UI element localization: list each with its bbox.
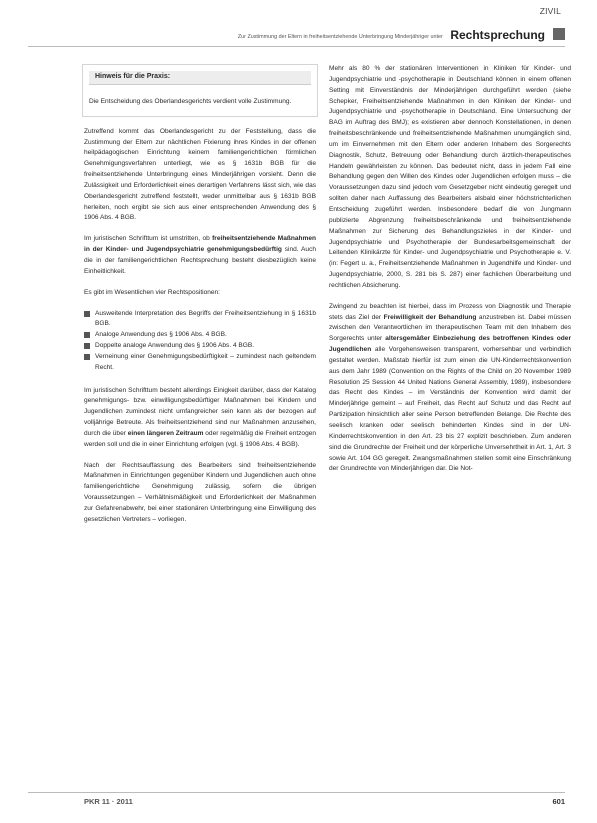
emphasis: altersgemäßer Einbeziehung des betroffenen Kindes oder Jugendlichen xyxy=(329,335,571,354)
emphasis: freiheitsentziehende Maßnahmen in der Kinder- und Jugendpsychiatrie genehmigungsbedürftig xyxy=(84,235,316,254)
bullet-square-icon xyxy=(84,354,90,360)
text: oder regelmäßig die Freiheit entzogen werden soll und die in einer Einrichtung erfolgen (vgl. § 1906 Abs. 4 BGB). xyxy=(84,429,316,448)
practice-hint-box xyxy=(82,64,318,117)
running-title xyxy=(238,28,545,42)
bullet-square-icon xyxy=(84,332,90,338)
page-footer xyxy=(28,792,565,809)
list-item-text: Analoge Anwendung des § 1906 Abs. 4 BGB. xyxy=(95,331,227,339)
running-title-section: Rechtsprechung xyxy=(450,28,545,42)
text: anzustreben ist. Dabei müssen zwischen den Verantwortlichen im therapeutischen Team mit den Inhabern des Sorgerechts unter xyxy=(329,313,571,343)
corner-marker xyxy=(553,28,565,40)
paragraph xyxy=(84,234,316,277)
paragraph xyxy=(329,302,571,476)
right-column xyxy=(329,64,571,485)
paragraph xyxy=(84,386,316,451)
running-title-small: Zur Zustimmung der Eltern in freiheitsentziehende Unterbringung Minderjähriger unter xyxy=(237,34,443,40)
bullet-square-icon xyxy=(84,343,90,349)
practice-hint-title: Hinweis für die Praxis: xyxy=(89,71,311,85)
section-tag: ZIVIL xyxy=(539,6,561,16)
text: sind. Auch die in der familiengerichtlichen Rechtsprechung besteht diesbezüglich keine Einheitlichkeit. xyxy=(84,246,316,275)
emphasis: Freiwilligkeit der Behandlung xyxy=(383,313,477,321)
practice-hint-text: Die Entscheidung des Oberlandesgerichts verdient volle Zustimmung. xyxy=(89,97,292,105)
list-item-text: Doppelte analoge Anwendung des § 1906 Abs. 4 BGB. xyxy=(95,342,255,350)
paragraph: Mehr als 80 % der stationären Interventionen in Kliniken für Kinder- und Jugendpsychiatrie und -psychotherapie in Deutschland können in einem offenen Setting mit Einverständnis der Minderjährigen durchgeführt werden (siehe Schepker, Freiheitsentziehende Maßnahmen in den Kliniken der Kinder- und Jugendpsychiatrie und -psychotherapie in Deutschland. Eine Untersuchung der BAG im Auftrag des BMJ); es existieren aber dennoch Konstellationen, in denen freiheitsbeschränkende und freiheitsentziehende Maßnahmen unumgänglich sind, um im Einvernehmen mit den Eltern oder anderen Inhabern des Sorgerechts Diagnostik, Schutz, Betreuung oder Behandlung durch ärztlich-therapeutisches Handeln gewährleisten zu können. Das bedeutet nicht, dass in jedem Fall eine Behandlung gegen den Willen des Kindes oder Jugendlichen erfolgen muss – die Voraussetzungen dazu sind jedoch vom Gesetzgeber nicht eindeutig geregelt und sollten daher nach Auffassung des Bearbeiters alsbald einer höchstrichterlichen Entscheidung zugeführt werden. Insbesondere bedarf die von Jungmann publizierte Abgrenzung freiheitsbeschränkende und freiheitsentziehende Maßnahmen zur Sicherung des Behandlungszieles in der Kinder- und Jugendpsychiatrie und Psychotherapie der Bundesarbeitsgemeinschaft der Leitenden Klinikärzte für Kinder- und Jugendpsychiatrie und Psychotherapie e. V. (in: Fegert u. a., Freiheitsentziehende Maßnahmen in Jugendhilfe und Kinder- und Jugendpsychiatrie, 2000, S. 281 bis S. 287) einer fachlichen Überarbeitung und rechtlichen Absicherung. xyxy=(329,65,571,289)
list-item xyxy=(84,341,316,352)
emphasis: einen längeren Zeitraum xyxy=(127,429,204,437)
list-item-text: Ausweitende Interpretation des Begriffs der Freiheitsentziehung in § 1631b BGB. xyxy=(95,309,316,328)
bullet-square-icon xyxy=(84,311,90,317)
text: Im juristischen Schrifttum besteht allerdings Einigkeit darüber, dass der Katalog genehmigungs- bzw. einwilligungsbedürftiger Maßnahmen bei Kindern und Jugendlichen zumindest nicht umfangreicher sein kann als der bezogen auf volljährige Betreute. Als freiheitsentziehend sind nur Maßnahmen anzusehen, durch die über xyxy=(84,386,316,437)
legal-positions-list xyxy=(84,309,316,374)
paragraph: Nach der Rechtsauffassung des Bearbeiters sind freiheitsentziehende Maßnahmen in Einrichtungen gegenüber Kindern und Jugendlichen auch ohne familiengerichtliche Genehmigung zulässig, sofern die übrigen Voraussetzungen – Verhältnismäßigkeit und Erforderlichkeit der Maßnahmen zur Gefahrenabwehr, bei einer stationären Unterbringung eine Einwilligung des gesetzlichen Vertreters – vorliegen. xyxy=(84,461,316,523)
text: Zwingend zu beachten ist hierbei, dass im Prozess von Diagnostik und Therapie stets das Ziel der xyxy=(329,302,571,321)
paragraph: Zutreffend kommt das Oberlandesgericht zu der Feststellung, dass die Zustimmung der Eltern zur nächtlichen Fixierung ihres Kindes in der offenen heilpädagogischen Einrichtung keinem familiengerichtlichen förmlichen Genehmigungsverfahren unterliegt, wie es § 1631b BGB für die freiheitsentziehende Unterbringung eines Minderjährigen vorsieht. Denn die Zulässigkeit und Erforderlichkeit eines derartigen Verfahrens lässt sich, wie das Oberlandesgericht zutreffend feststellt, weder unmittelbar aus § 1631b BGB herleiten, noch ergibt sie sich aus einer entsprechenden Anwendung des § 1906 Abs. 4 BGB. xyxy=(84,127,316,222)
list-item xyxy=(84,330,316,341)
left-column xyxy=(84,64,316,536)
page-number: 601 xyxy=(552,797,565,806)
journal-issue: PKR 11 · 2011 xyxy=(84,797,133,806)
text: alle Vorgehensweisen transparent, vorhersehbar und verbindlich gestaltet werden. Maßstab hierfür ist zum einen die UN-Kinderrechtskonvention aus dem Jahr 1989 (Convention on the Rights of the Child on 20 November 1989 Resolution 25 Session 44 United Nations General Assembly, 1989), insbesondere das Recht des Kindes – im Verständnis der Konvention wird damit der Minderjährige gemeint – auf Freiheit, das Recht auf Schutz und das Recht auf Partizipation hinsichtlich aller seine Person betreffenden Belange. Die Rechte des seelisch kranken oder seelisch behinderten Kindes sind in der UN-Kinderrechtskonvention in den Art. 23 bis 27 explizit beschrieben. Zum anderen sind die Grundrechte der Freiheit und der körperliche Unversehrtheit in Art. 1, Art. 3 sowie Art. 104 GG geregelt. Zwangsmaßnahmen stellen somit eine Einschränkung der Grundrechte von Minderjährigen dar. Die Not- xyxy=(329,346,571,473)
list-item-text: Verneinung einer Genehmigungsbedürftigkeit – zumindest nach geltendem Recht. xyxy=(95,352,316,371)
list-item xyxy=(84,309,316,331)
text: Im juristischen Schrifttum ist umstritten, ob xyxy=(84,235,213,243)
list-item xyxy=(84,352,316,374)
running-header xyxy=(28,20,565,47)
paragraph: Es gibt im Wesentlichen vier Rechtspositionen: xyxy=(84,288,220,296)
